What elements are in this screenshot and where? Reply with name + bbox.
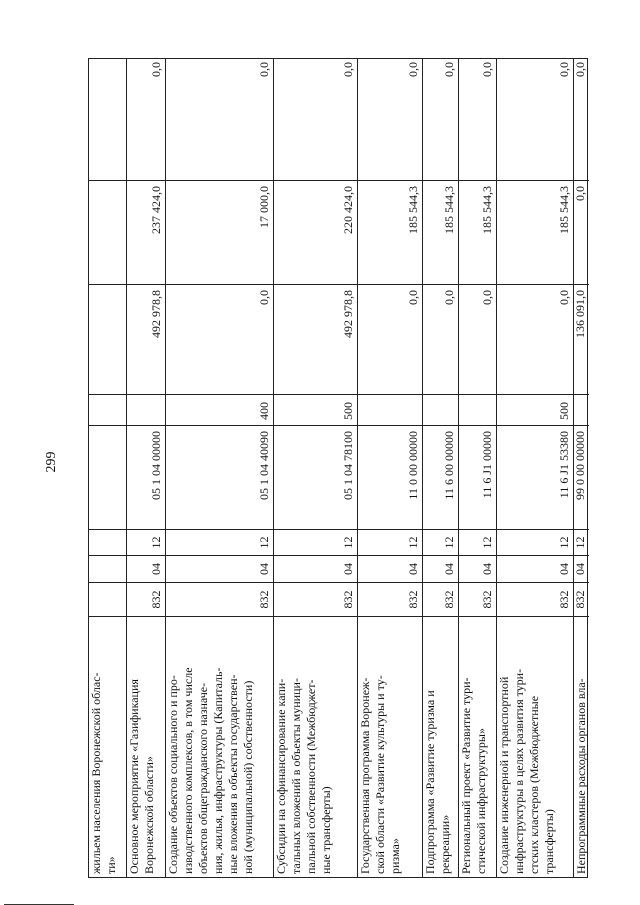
target-article-value: 11 6 J1 53380 (557, 431, 571, 499)
target-article-value: 05 1 04 00000 (149, 431, 163, 500)
admin-code-cell (459, 583, 496, 617)
item-name-cell (127, 617, 165, 877)
amount-year2-value: 237 424,0 (149, 186, 163, 234)
admin-code-value: 832 (573, 590, 587, 609)
amount-year1-value: 0,0 (257, 290, 271, 305)
amount-year1-cell (497, 285, 573, 395)
amount-year3-value: 0,0 (557, 62, 571, 77)
amount-year1-value: 0,0 (442, 290, 456, 305)
target-article-cell (574, 426, 589, 530)
item-name-cell (497, 617, 573, 877)
amount-year3-cell (274, 57, 357, 181)
section-code-cell (89, 556, 126, 583)
amount-year3-value: 0,0 (149, 62, 163, 77)
amount-year1-cell (127, 285, 165, 395)
amount-year1-cell (358, 285, 422, 395)
amount-year2-cell (423, 181, 458, 285)
subsection-code-value: 12 (442, 536, 456, 549)
amount-year2-cell (166, 181, 273, 285)
section-code-cell (358, 556, 422, 583)
budget-table (88, 58, 588, 878)
target-article-cell (166, 426, 273, 530)
section-code-value: 04 (480, 563, 494, 575)
section-code-value: 04 (257, 563, 271, 575)
target-article-cell (127, 426, 165, 530)
subsection-code-value: 12 (149, 536, 163, 549)
section-code-cell (274, 556, 357, 583)
item-name-line: ной (муниципальной) собственности) (241, 680, 255, 874)
amount-year2-value: 185 544,3 (480, 186, 494, 234)
amount-year2-cell (459, 181, 496, 285)
section-code-cell (423, 556, 458, 583)
page-number: 299 (44, 451, 59, 473)
amount-year1-value: 492 978,8 (149, 290, 163, 338)
item-name-line: ные трансферты) (319, 786, 333, 874)
target-article-cell (358, 426, 422, 530)
subsection-code-value: 12 (341, 536, 355, 549)
item-name-line: Государственная программа Воронеж- (358, 677, 372, 874)
expense-type-cell (459, 395, 496, 426)
amount-year3-cell (358, 57, 422, 181)
target-article-cell (274, 426, 357, 530)
amount-year2-cell (127, 181, 165, 285)
item-name-line: тальных вложений в объекты муници- (289, 678, 303, 874)
amount-year3-value: 0,0 (406, 62, 420, 77)
item-name-cell (274, 617, 357, 877)
amount-year1-cell (574, 285, 589, 395)
expense-type-cell (166, 395, 273, 426)
section-code-cell (574, 556, 589, 583)
amount-year3-cell (127, 57, 165, 181)
target-article-value: 11 0 00 00000 (406, 431, 420, 500)
item-name-line: ризма» (388, 838, 402, 874)
section-code-value: 04 (341, 563, 355, 575)
subsection-code-cell (497, 530, 573, 556)
item-name-line: рекреации» (438, 814, 452, 874)
target-article-value: 05 1 04 40090 (257, 431, 271, 500)
admin-code-cell (497, 583, 573, 617)
subsection-code-cell (574, 530, 589, 556)
expense-type-value: 400 (257, 402, 271, 420)
table-row (126, 59, 165, 877)
item-name-line: стической инфраструктуры» (474, 728, 488, 874)
amount-year1-value: 136 091,0 (573, 290, 587, 338)
item-name-line: Создание объектов социального и про- (166, 675, 180, 874)
table-row (458, 59, 496, 877)
table-row (89, 59, 126, 877)
item-name-line: Региональный проект «Развитие тури- (459, 677, 473, 874)
expense-type-cell (423, 395, 458, 426)
expense-type-cell (274, 395, 357, 426)
item-name-line: ской области «Развитие культуры и ту- (373, 675, 387, 874)
amount-year3-value: 0,0 (341, 62, 355, 77)
amount-year2-cell (89, 181, 126, 285)
amount-year3-value: 0,0 (442, 62, 456, 77)
item-name-line: Основное мероприятие «Газификация (127, 679, 141, 874)
admin-code-cell (127, 583, 165, 617)
admin-code-cell (358, 583, 422, 617)
admin-code-value: 832 (557, 590, 571, 609)
amount-year3-value: 0,0 (480, 62, 494, 77)
item-name-line: Подпрограмма «Развитие туризма и (423, 690, 437, 874)
item-name-line: ния, жилья, инфраструктуры (Капиталь- (211, 667, 225, 874)
item-name-line: трансферты) (542, 809, 556, 874)
amount-year2-value: 185 544,3 (442, 186, 456, 234)
item-name-cell (358, 617, 422, 877)
item-name-line: инфраструктуры в целях развития тури- (512, 668, 526, 874)
amount-year1-value: 0,0 (406, 290, 420, 305)
item-name-cell (423, 617, 458, 877)
item-name-line: изводственного комплексов, в том числе (181, 667, 195, 874)
expense-type-cell (497, 395, 573, 426)
admin-code-value: 832 (406, 590, 420, 609)
expense-type-cell (358, 395, 422, 426)
target-article-value: 99 0 00 00000 (573, 431, 587, 500)
item-name-line: ти» (104, 856, 118, 874)
amount-year3-cell (574, 57, 589, 181)
amount-year1-cell (89, 285, 126, 395)
section-code-cell (127, 556, 165, 583)
amount-year2-value: 220 424,0 (341, 186, 355, 234)
amount-year1-value: 492 978,8 (341, 290, 355, 338)
amount-year3-cell (459, 57, 496, 181)
item-name-line: Воронежской области» (142, 756, 156, 874)
expense-type-cell (89, 395, 126, 426)
section-code-value: 04 (406, 563, 420, 575)
table-row (573, 59, 589, 877)
subsection-code-value: 12 (557, 536, 571, 549)
amount-year2-cell (497, 181, 573, 285)
admin-code-value: 832 (480, 590, 494, 609)
amount-year3-value: 0,0 (573, 62, 587, 77)
amount-year2-value: 17 000,0 (257, 186, 271, 228)
amount-year2-cell (574, 181, 589, 285)
subsection-code-value: 12 (406, 536, 420, 549)
item-name-line: Субсидии на софинансирование капи- (274, 678, 288, 874)
subsection-code-value: 12 (257, 536, 271, 549)
admin-code-cell (89, 583, 126, 617)
item-name-line: ные вложения в объекты государствен- (226, 674, 240, 874)
table-row (165, 59, 273, 877)
admin-code-cell (423, 583, 458, 617)
amount-year1-cell (166, 285, 273, 395)
table-row (496, 59, 573, 877)
item-name-cell (459, 617, 496, 877)
target-article-cell (497, 426, 573, 530)
section-code-value: 04 (442, 563, 456, 575)
item-name-line: Создание инженерной и транспортной (497, 676, 511, 874)
item-name-line: жильем населения Воронежской облас- (89, 672, 103, 874)
target-article-cell (89, 426, 126, 530)
section-code-cell (497, 556, 573, 583)
target-article-cell (459, 426, 496, 530)
amount-year1-cell (423, 285, 458, 395)
amount-year1-cell (274, 285, 357, 395)
amount-year2-value: 185 544,3 (557, 186, 571, 234)
amount-year2-cell (358, 181, 422, 285)
table-row (357, 59, 422, 877)
amount-year3-cell (89, 57, 126, 181)
section-code-value: 04 (557, 563, 571, 575)
amount-year1-value: 0,0 (480, 290, 494, 305)
subsection-code-value: 12 (480, 536, 494, 549)
admin-code-cell (166, 583, 273, 617)
target-article-cell (423, 426, 458, 530)
amount-year3-cell (497, 57, 573, 181)
admin-code-cell (574, 583, 589, 617)
item-name-line: Непрограммные расходы органов вла- (574, 678, 588, 874)
amount-year1-cell (459, 285, 496, 395)
subsection-code-cell (358, 530, 422, 556)
table-row (422, 59, 458, 877)
expense-type-cell (574, 395, 589, 426)
section-code-value: 04 (573, 563, 587, 575)
amount-year2-value: 0,0 (573, 186, 587, 201)
subsection-code-cell (459, 530, 496, 556)
amount-year2-value: 185 544,3 (406, 186, 420, 234)
admin-code-value: 832 (341, 590, 355, 609)
admin-code-value: 832 (149, 590, 163, 609)
subsection-code-cell (274, 530, 357, 556)
item-name-line: стских кластеров (Межбюджетные (527, 695, 541, 874)
item-name-line: объектов общегражданского назначе- (196, 682, 210, 874)
subsection-code-cell (127, 530, 165, 556)
item-name-cell (166, 617, 273, 877)
target-article-value: 11 6 J1 00000 (480, 431, 494, 499)
amount-year1-value: 0,0 (557, 290, 571, 305)
item-name-cell (89, 617, 126, 877)
item-name-cell (574, 617, 589, 877)
expense-type-cell (127, 395, 165, 426)
subsection-code-cell (166, 530, 273, 556)
expense-type-value: 500 (341, 402, 355, 420)
amount-year3-cell (423, 57, 458, 181)
admin-code-value: 832 (442, 590, 456, 609)
table-row (273, 59, 357, 877)
amount-year3-cell (166, 57, 273, 181)
subsection-code-value: 12 (573, 536, 587, 549)
expense-type-value: 500 (557, 402, 571, 420)
admin-code-value: 832 (257, 590, 271, 609)
amount-year3-value: 0,0 (257, 62, 271, 77)
target-article-value: 11 6 00 00000 (442, 431, 456, 500)
section-code-value: 04 (149, 563, 163, 575)
subsection-code-cell (89, 530, 126, 556)
section-code-cell (166, 556, 273, 583)
section-code-cell (459, 556, 496, 583)
admin-code-cell (274, 583, 357, 617)
target-article-value: 05 1 04 78100 (341, 431, 355, 500)
subsection-code-cell (423, 530, 458, 556)
amount-year2-cell (274, 181, 357, 285)
item-name-line: пальной собственности (Межбюджет- (304, 679, 318, 874)
